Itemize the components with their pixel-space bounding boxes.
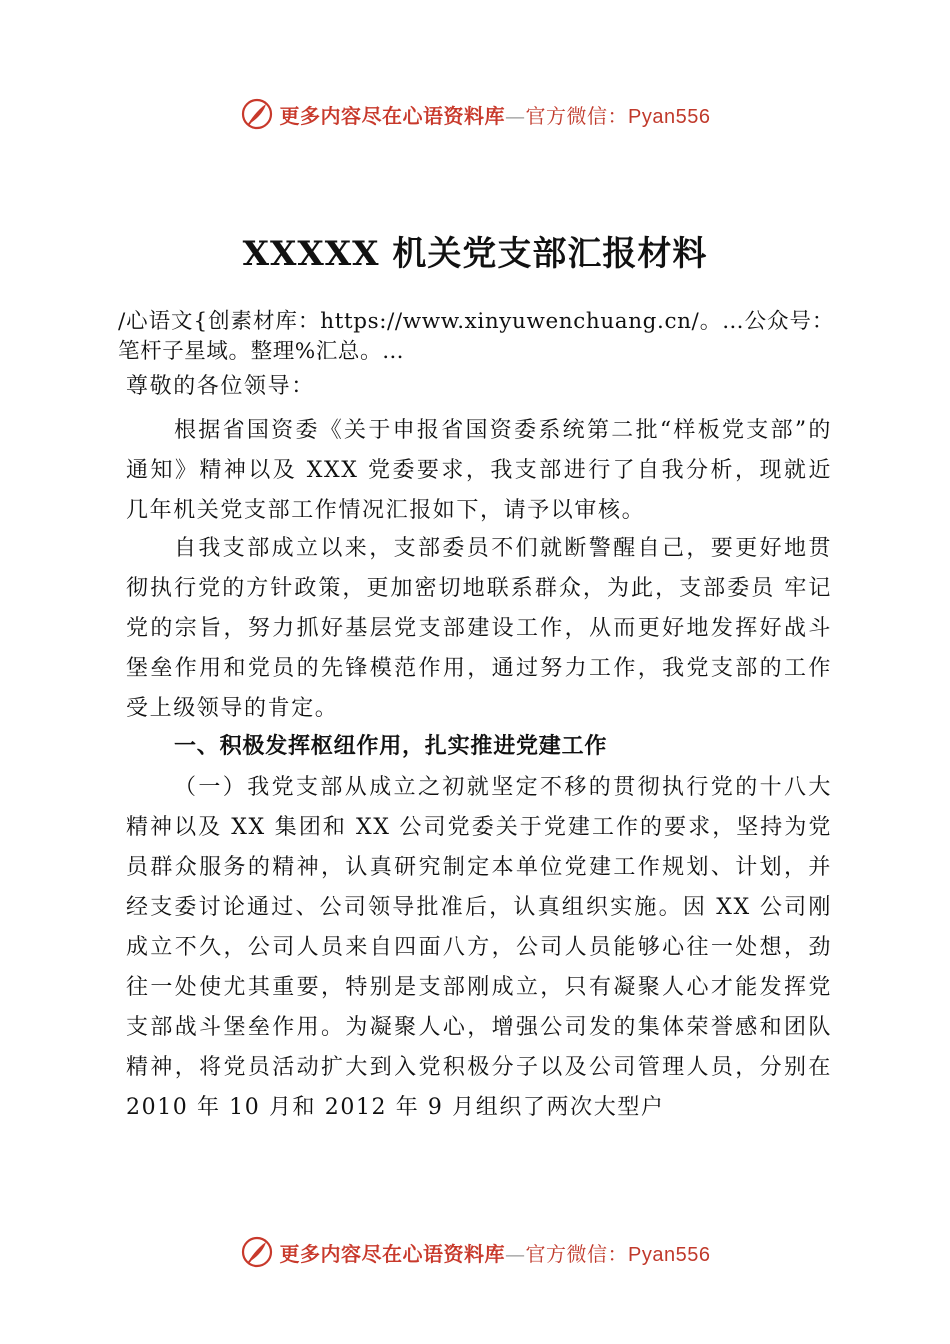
source-line: /心语文{创素材库：https://www.xinyuwenchuang.cn/。…公众号：笔杆子星域。整理%汇总。… bbox=[118, 309, 834, 364]
banner-brand: 更多内容尽在心语资料库 bbox=[279, 1241, 506, 1266]
section-heading: 一、积极发挥枢纽作用，扎实推进党建工作 bbox=[174, 734, 608, 759]
banner-contact-id: Pyan556 bbox=[628, 105, 711, 128]
quill-pen-logo-icon bbox=[240, 1235, 274, 1269]
page-title: XXXXX 机关党支部汇报材料 bbox=[242, 234, 708, 274]
paragraph-1: 根据省国资委《关于申报省国资委系统第二批“样板党支部”的通知》精神以及 XXX 党委要求，我支部进行了自我分析，现就近几年机关党支部工作情况汇报如下，请予以审核。 bbox=[126, 418, 832, 523]
banner-contact-id: Pyan556 bbox=[628, 1243, 711, 1266]
banner-text bbox=[280, 100, 711, 129]
banner-text bbox=[280, 1238, 711, 1267]
quill-pen-logo-icon bbox=[240, 97, 274, 131]
banner-contact-label: 官方微信： bbox=[525, 103, 629, 128]
salutation: 尊敬的各位领导： bbox=[126, 374, 315, 399]
banner-dash: — bbox=[505, 1241, 526, 1266]
banner-brand: 更多内容尽在心语资料库 bbox=[279, 103, 506, 128]
paragraph-2: 自我支部成立以来，支部委员不们就断警醒自己，要更好地贯彻执行党的方针政策，更加密切地联系群众，为此，支部委员 牢记党的宗旨，努力抓好基层党支部建设工作，从而更好地发挥好战斗堡垒作用和党员的先锋模范作用，通过努力工作，我党支部的工作受上级领导的肯定。 bbox=[126, 536, 832, 721]
paragraph-3: （一）我党支部从成立之初就坚定不移的贯彻执行党的十八大精神以及 XX 集团和 XX 公司党委关于党建工作的要求，坚持为党员群众服务的精神，认真研究制定本单位党建工作规划、计划，并经支委讨论通过、公司领导批准后，认真组织实施。因 XX 公司刚成立不久，公司人员来自四面八方，公司人员能够心往一处想，劲往一处使尤其重要，特别是支部刚成立，只有凝聚人心才能发挥党支部战斗堡垒作用。为凝聚人心，增强公司发的集体荣誉感和团队精神，将党员活动扩大到入党积极分子以及公司管理人员，分别在 2010 年 10 月和 2012 年 9 月组织了两次大型户 bbox=[126, 775, 832, 1120]
banner-dash: — bbox=[505, 103, 526, 128]
banner-contact-label: 官方微信： bbox=[525, 1241, 629, 1266]
footer-banner bbox=[0, 1232, 950, 1272]
header-banner bbox=[0, 94, 950, 134]
